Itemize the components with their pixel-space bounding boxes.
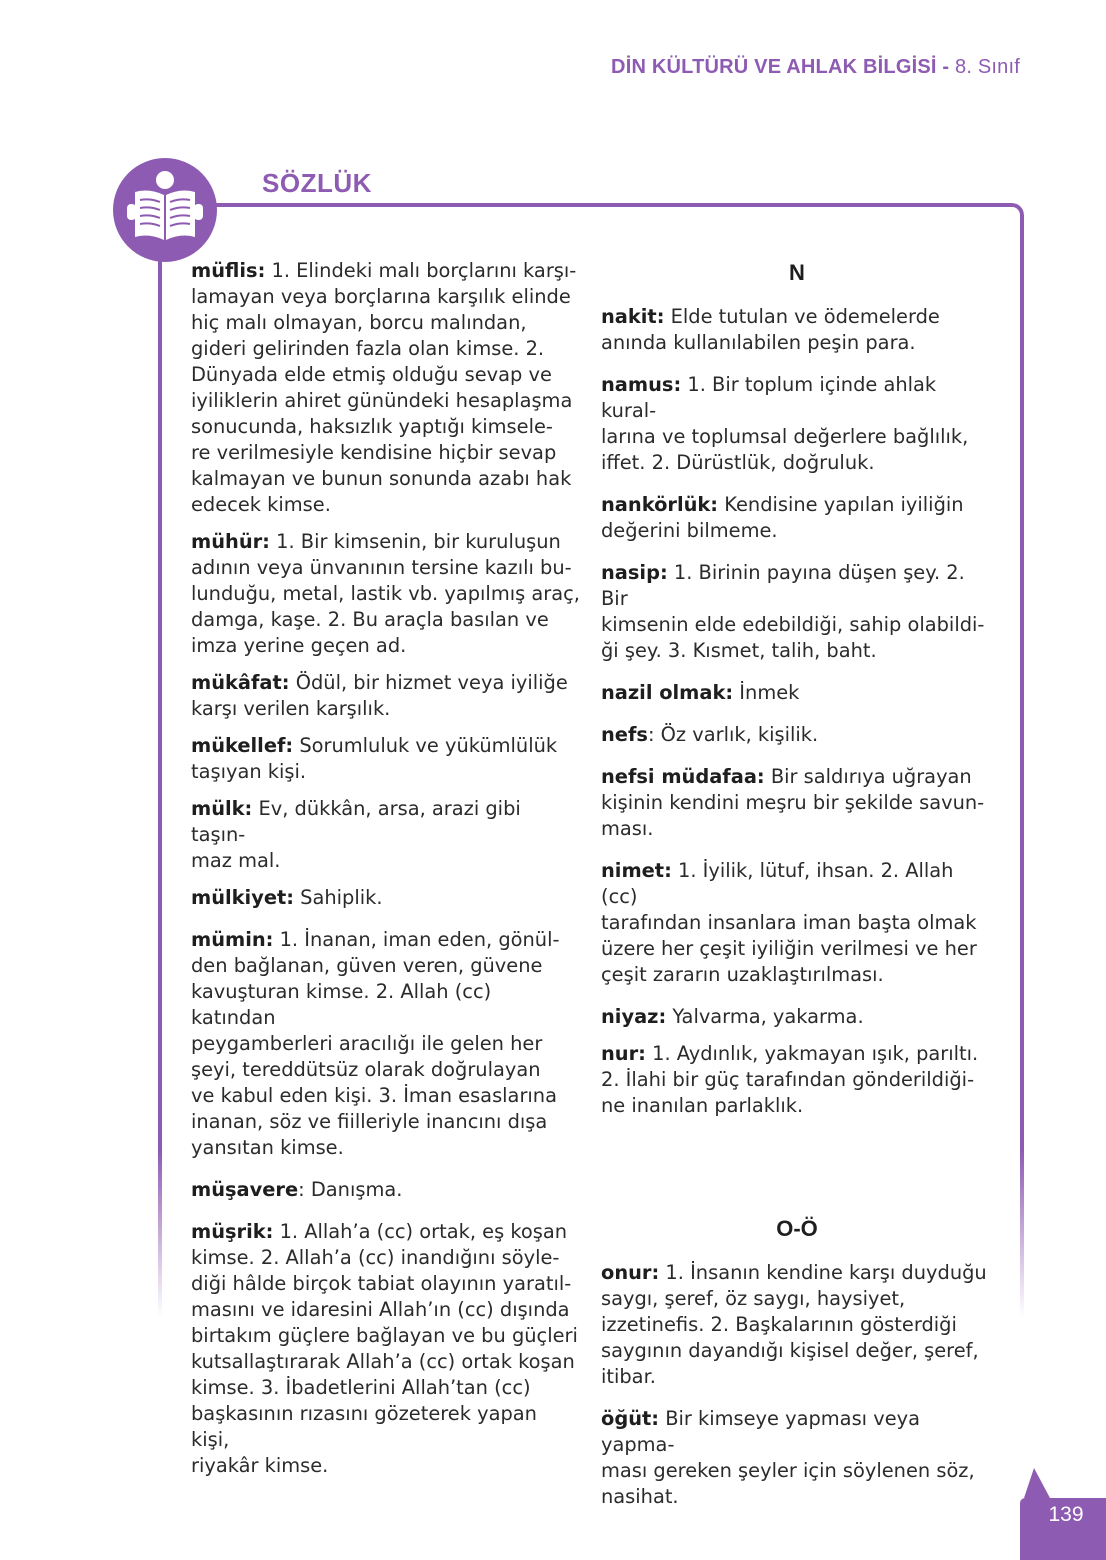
glossary-entry [601,764,993,842]
entry-definition: : Öz varlık, kişilik. [647,723,819,746]
entry-term: nur: [601,1042,646,1065]
entry-definition: 1. Aydınlık, yakmayan ışık, parıltı. 2. İlahi bir güç tarafından gönderildiği- ne inanılan parlaklık. [601,1042,979,1117]
column-spacer [601,1130,993,1216]
glossary-entry [601,372,993,476]
letter-heading-n: N [789,260,805,285]
entry-term: mülk: [191,797,253,820]
entry-definition: 1. Bir toplum içinde ahlak kural- larına ve toplumsal değerlere bağlılık, iffet. 2. Dürüstlük, doğruluk. [601,373,969,474]
entry-term: müşrik: [191,1220,274,1243]
entry-definition: 1. İnsanın kendine karşı duyduğu saygı, şeref, öz saygı, haysiyet, izzetinefis. 2. Başkalarının gösterdiği saygının dayandığı kişisel değer, şeref, itibar. [601,1261,987,1388]
glossary-entry [601,1041,993,1119]
header-separator: - [936,56,956,78]
entry-definition: Ev, dükkân, arsa, arazi gibi taşın- maz mal. [191,797,521,872]
entry-definition: Kendisine yapılan iyiliğin değerini bilmeme. [601,493,964,542]
grade-label: 8. Sınıf [955,56,1020,78]
subject-title: DİN KÜLTÜRÜ VE AHLAK BİLGİSİ [611,56,937,78]
entry-definition: Bir saldırıya uğrayan kişinin kendini meşru bir şekilde savun- ması. [601,765,985,840]
glossary-entry [191,1177,581,1203]
entry-term: nankörlük: [601,493,719,516]
glossary-entry [191,529,581,659]
glossary-entry [601,304,993,356]
glossary-entry [601,1406,993,1510]
entry-term: nazil olmak: [601,681,734,704]
right-column [601,260,993,1521]
entry-term: müşavere [191,1178,299,1201]
glossary-entry [191,733,581,785]
glossary-entry [191,927,581,1161]
glossary-entry [601,560,993,664]
entry-definition: Sahiplik. [294,886,383,909]
glossary-entry [191,258,581,518]
page-number: 139 [1048,1503,1084,1526]
entry-definition: 1. Allah’a (cc) ortak, eş koşan kimse. 2. Allah’a (cc) inandığını söyle- diği hâlde birçok tabiat olayının yaratıl- masını ve idaresini Allah’ın (cc) dışında birtakım güçlere bağlayan ve bu güçleri kutsallaştırarak Allah’a (cc) ortak koşan kimse. 3. İbadetlerini Allah’tan (cc) başkasının rızasını gözeterek yapan kişi, riyakâr kimse. [191,1220,578,1477]
entry-term: nefsi müdafaa: [601,765,765,788]
entry-definition: Ödül, bir hizmet veya iyiliğe karşı verilen karşılık. [191,671,568,720]
glossary-entry [191,796,581,874]
entry-definition: Elde tutulan ve ödemelerde anında kullanılabilen peşin para. [601,305,940,354]
glossary-entry [191,885,581,911]
entry-term: mükellef: [191,734,294,757]
glossary-entry [191,670,581,722]
glossary-entry [601,680,993,706]
letter-heading-o: O-Ö [776,1216,818,1241]
entry-term: nasip: [601,561,668,584]
entry-definition: 1. Birinin payına düşen şey. 2. Bir kimsenin elde edebildiği, sahip olabildi- ği şey. 3. Kısmet, talih, baht. [601,561,985,662]
glossary-entry [601,1260,993,1390]
reading-book-icon [113,158,217,262]
entry-definition: İnmek [733,681,800,704]
section-title: SÖZLÜK [262,168,372,198]
entry-term: öğüt: [601,1407,660,1430]
glossary-entry [601,722,993,748]
left-column [191,258,581,1490]
entry-definition: 1. İnanan, iman eden, gönül- den bağlanan, güven veren, güvene kavuşturan kimse. 2. Allah (cc) katından peygamberleri aracılığı ile gelen her şeyi, tereddütsüz olarak doğrulayan ve kabul eden kişi. 3. İman esaslarına inanan, söz ve fiilleriyle inancını dışa yansıtan kimse. [191,928,560,1159]
entry-term: namus: [601,373,682,396]
entry-definition: : Danışma. [298,1178,403,1201]
entry-term: niyaz: [601,1005,667,1028]
glossary-entry [601,1004,993,1030]
page-header [611,56,1020,79]
entry-term: nimet: [601,859,672,882]
entry-term: nakit: [601,305,665,328]
entry-term: mülkiyet: [191,886,295,909]
entry-definition: 1. Bir kimsenin, bir kuruluşun adının veya ünvanının tersine kazılı bu- lunduğu, metal, lastik vb. yapılmış araç, damga, kaşe. 2. Bu araçla basılan ve imza yerine geçen ad. [191,530,580,657]
entry-definition: Bir kimseye yapması veya yapma- ması gereken şeyler için söylenen söz, nasihat. [601,1407,975,1508]
entry-definition: Yalvarma, yakarma. [666,1005,864,1028]
glossary-entry [601,492,993,544]
entry-definition: 1. İyilik, lütuf, ihsan. 2. Allah (cc) tarafından insanlara iman başta olmak üzere her çeşit iyiliğin verilmesi ve her çeşit zararın uzaklaştırılması. [601,859,977,986]
entry-term: nefs [601,723,648,746]
entry-definition: 1. Elindeki malı borçlarını karşı- lamayan veya borçlarına karşılık elinde hiç malı olmayan, borcu malından, gideri gelirinden fazla olan kimse. 2. Dünyada elde etmiş olduğu sevap ve iyiliklerin ahiret günündeki hesaplaşma sonucunda, haksızlık yaptığı kimsele- re verilmesiyle kendisine hiçbir sevap kalmayan ve bunun sonunda azabı hak edecek kimse. [191,259,577,516]
entry-term: mükâfat: [191,671,290,694]
glossary-entry [601,858,993,988]
entry-definition: Sorumluluk ve yükümlülük taşıyan kişi. [191,734,558,783]
entry-term: mühür: [191,530,270,553]
entry-term: müflis: [191,259,266,282]
entry-term: onur: [601,1261,660,1284]
entry-term: mümin: [191,928,274,951]
glossary-entry [191,1219,581,1479]
